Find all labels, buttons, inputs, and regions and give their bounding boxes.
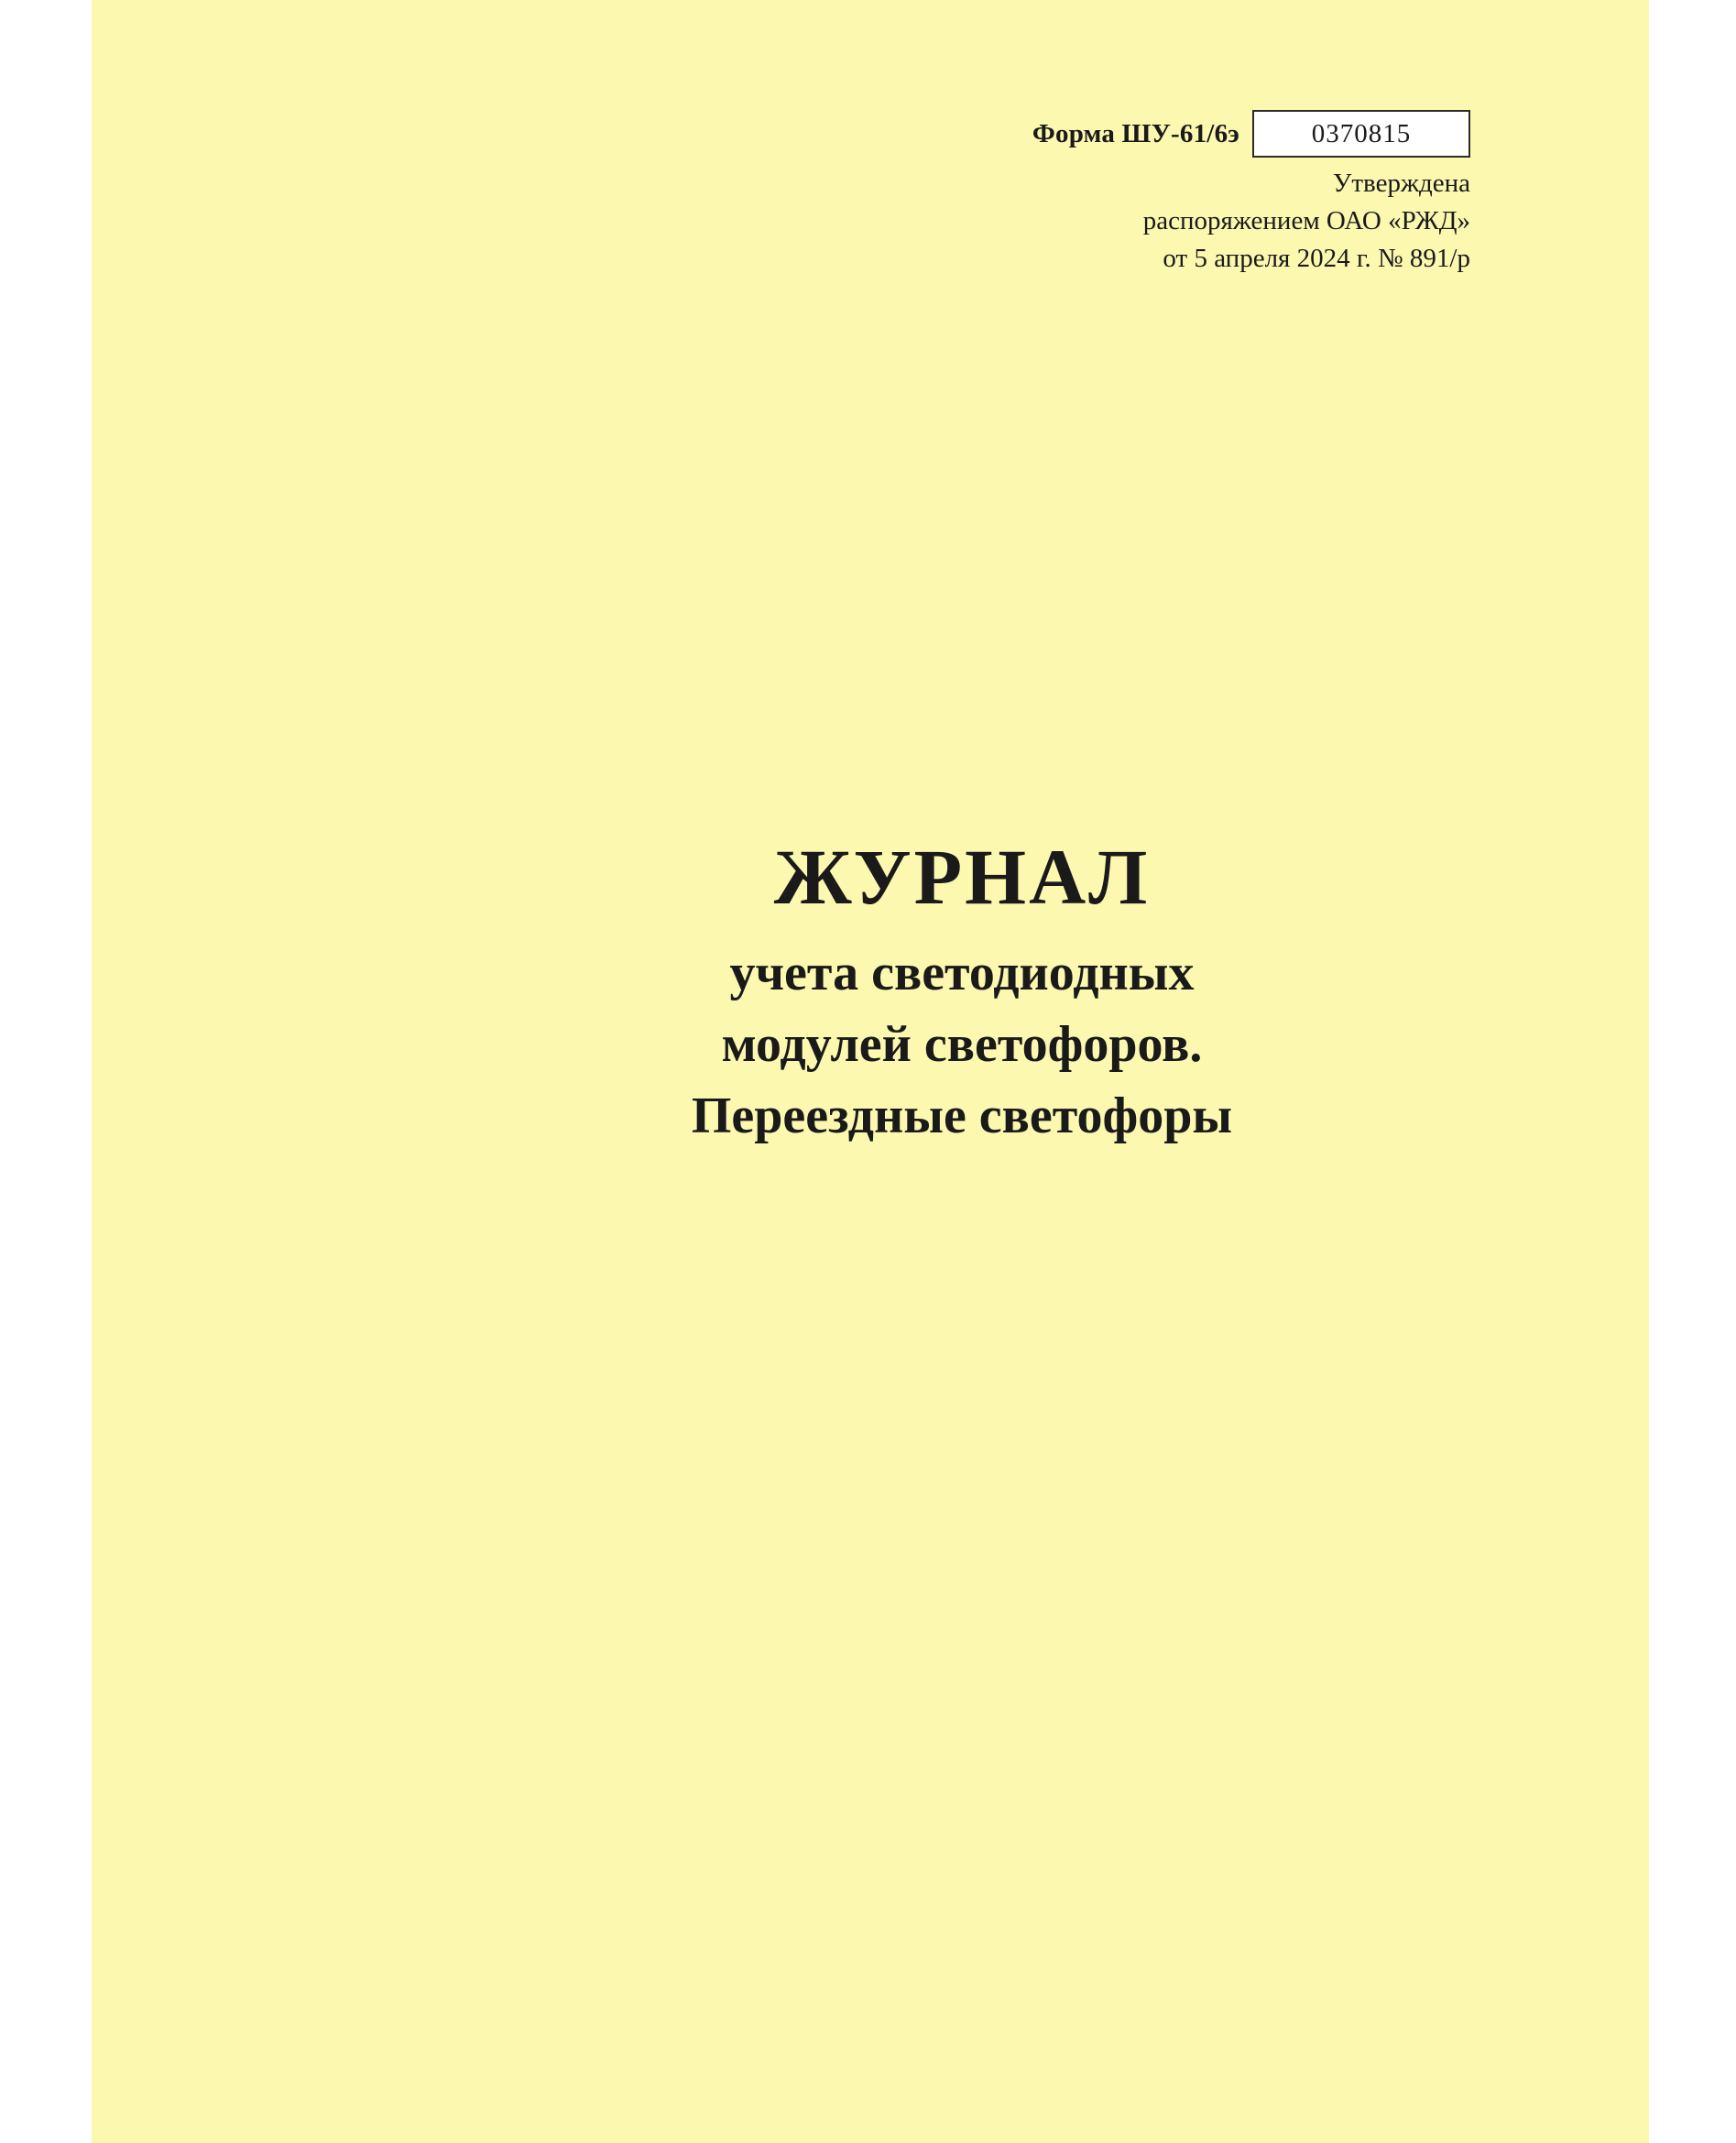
form-number-row: [774, 110, 1470, 158]
page-subtitle-line-3: Переездные светофоры: [691, 1088, 1233, 1144]
cover-sheet: [92, 0, 1649, 2143]
approval-line-2: распоряжением ОАО «РЖД»: [1142, 206, 1470, 235]
approval-block: [774, 165, 1470, 278]
title-block: [183, 829, 1736, 1152]
form-label: Форма ШУ-61/6э: [1032, 119, 1239, 148]
page-subtitle: [183, 937, 1736, 1152]
page-subtitle-line-2: модулей светофоров.: [721, 1016, 1203, 1073]
page-title: ЖУРНАЛ: [773, 833, 1151, 921]
page-subtitle-line-1: учета светодиодных: [729, 945, 1195, 1001]
approval-line-3: от 5 апреля 2024 г. № 891/р: [1163, 244, 1470, 273]
form-code-box: 0370815: [1252, 110, 1470, 158]
form-header-block: [774, 110, 1470, 278]
approval-line-1: Утверждена: [1332, 169, 1470, 198]
